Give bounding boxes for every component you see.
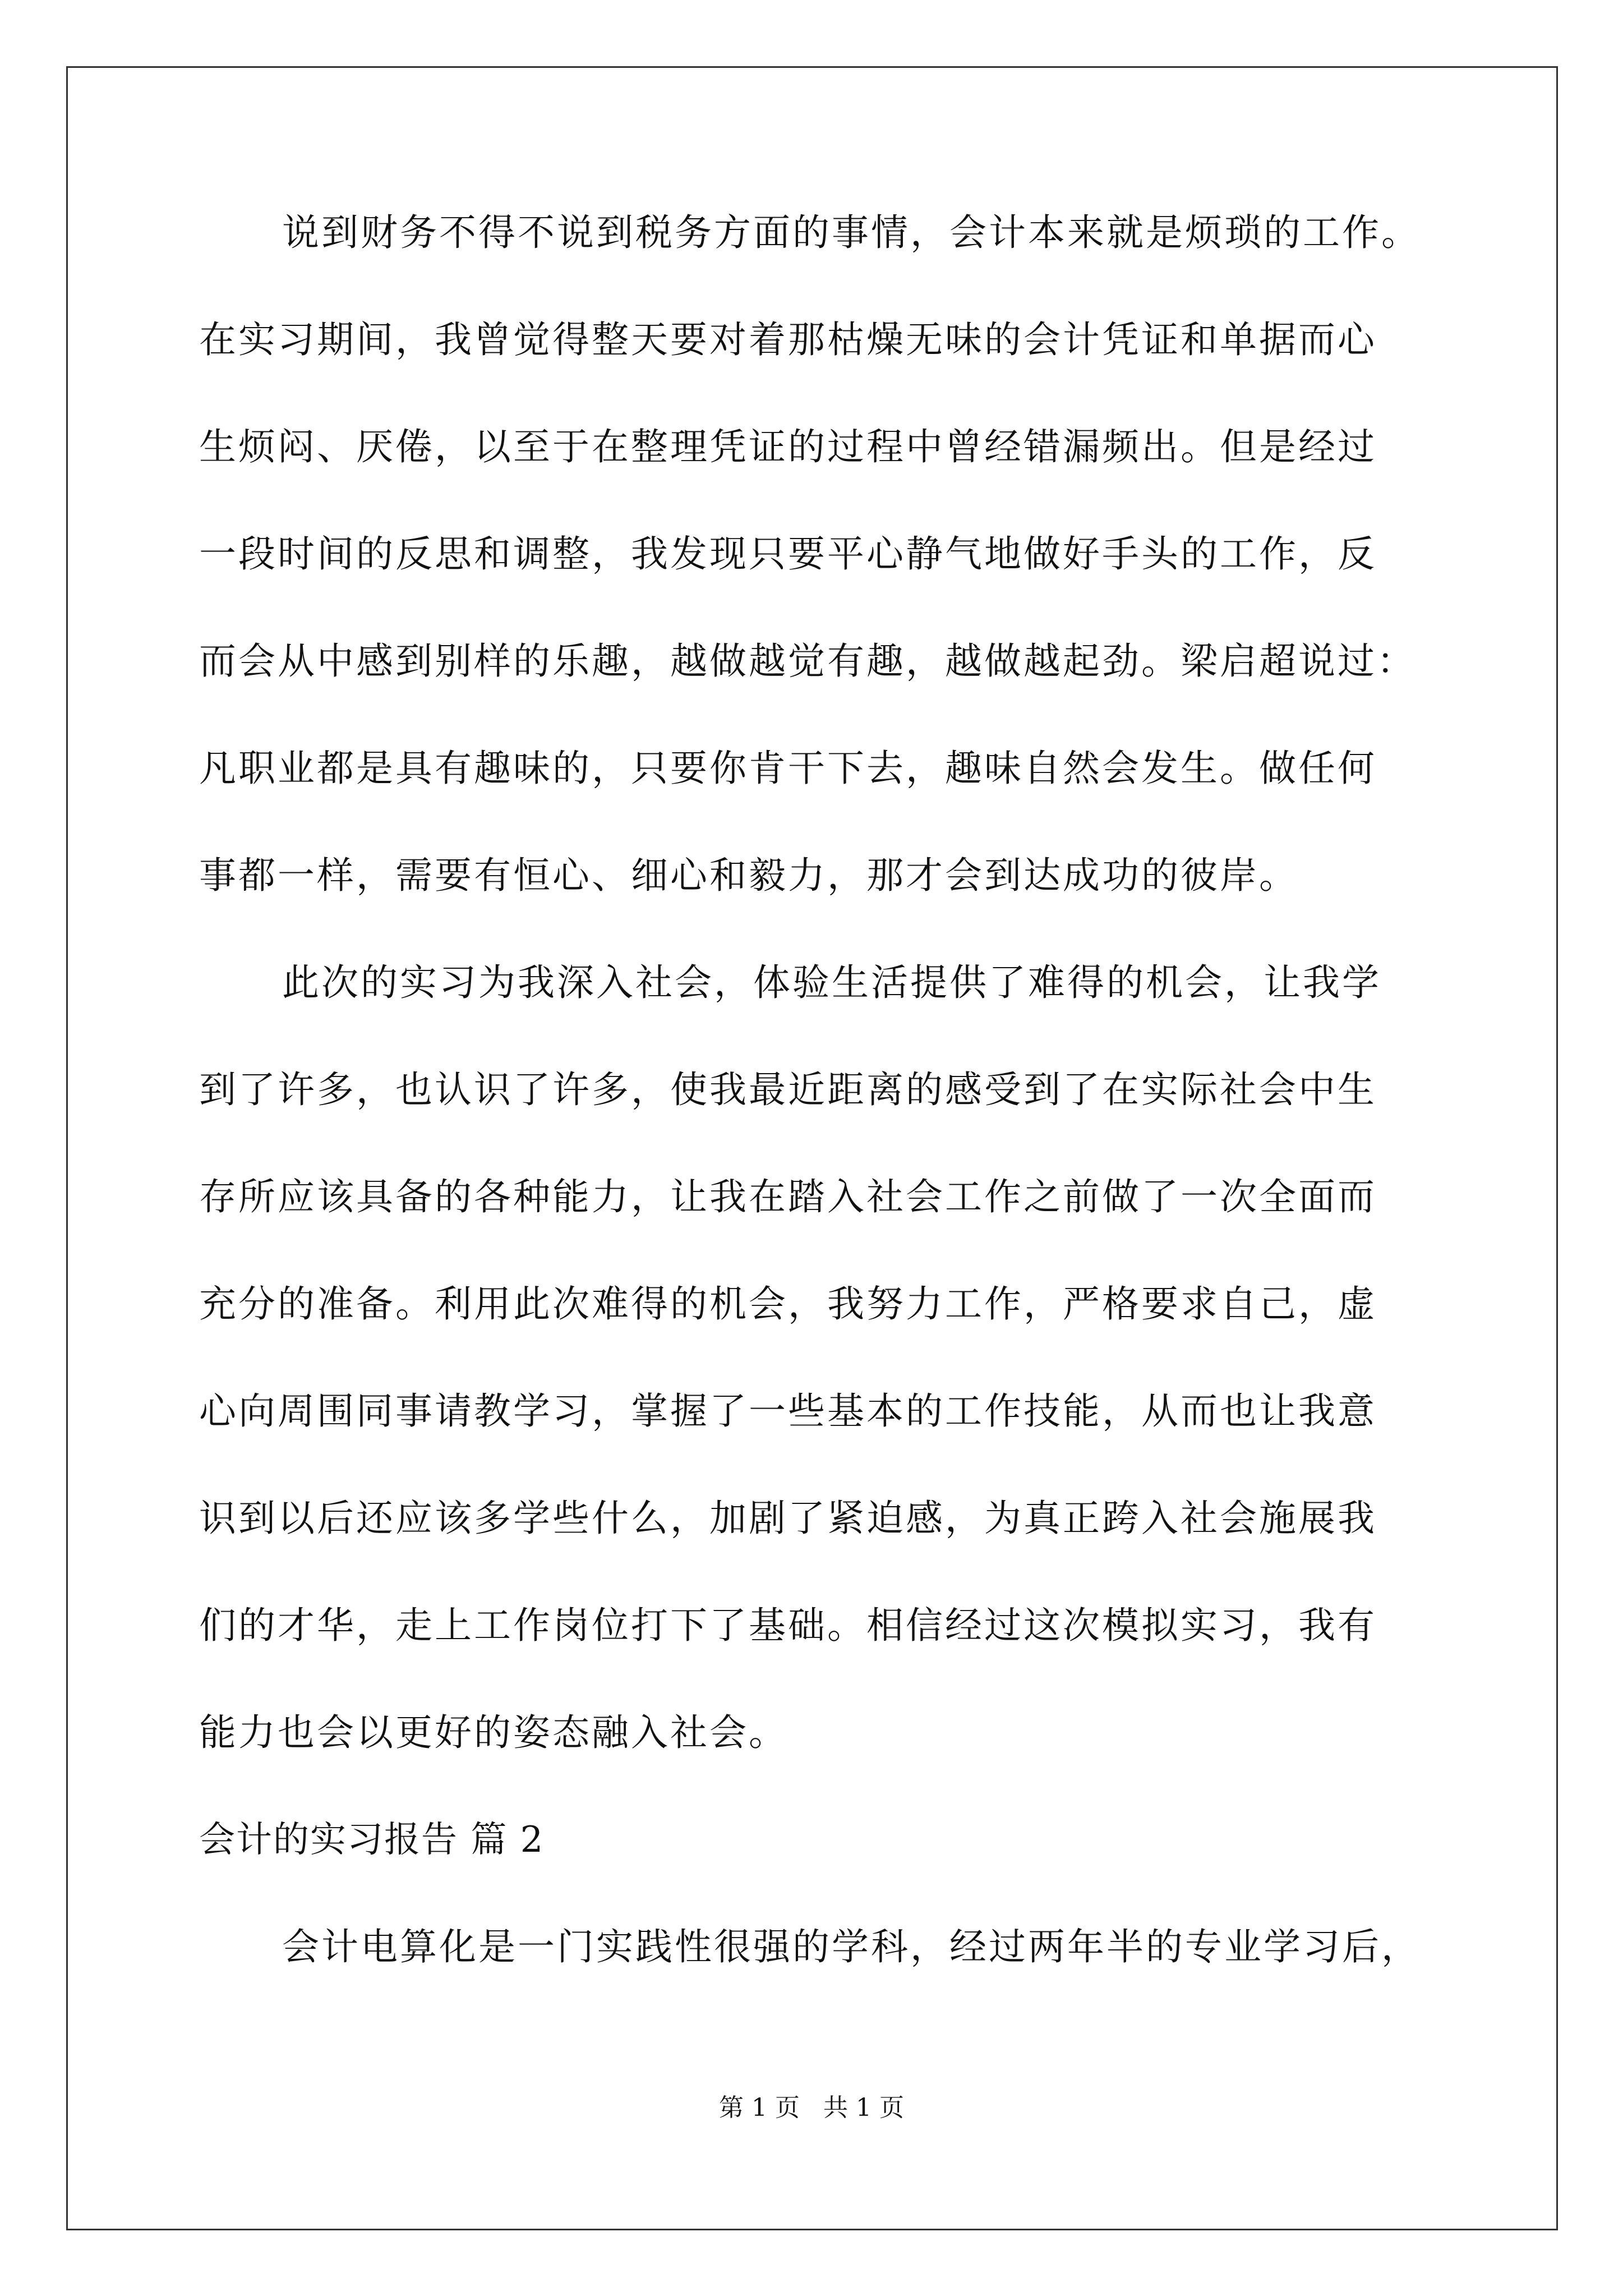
paragraph-line: 心向周围同事请教学习，掌握了一些基本的工作技能，从而也让我意 [199, 1389, 1377, 1433]
document-body [199, 205, 1472, 2026]
paragraph-line: 而会从中感到别样的乐趣，越做越觉有趣，越做越起劲。梁启超说过： [199, 639, 1416, 683]
paragraph-line: 此次的实习为我深入社会，体验生活提供了难得的机会，让我学 [282, 961, 1381, 1004]
section-heading: 会计的实习报告 篇 2 [199, 1819, 545, 1861]
paragraph-3 [199, 1919, 1472, 2026]
paragraph-line: 识到以后还应该多学些什么，加剧了紧迫感，为真正跨入社会施展我 [199, 1497, 1377, 1540]
page-footer: 第 1 页 共 1 页 [719, 2093, 904, 2122]
paragraph-line: 凡职业都是具有趣味的，只要你肯干下去，趣味自然会发生。做任何 [199, 747, 1377, 790]
paragraph-line: 说到财务不得不说到税务方面的事情，会计本来就是烦琐的工作。 [282, 211, 1421, 254]
paragraph-line: 存所应该具备的各种能力，让我在踏入社会工作之前做了一次全面而 [199, 1175, 1377, 1218]
paragraph-line: 会计电算化是一门实践性很强的学科，经过两年半的专业学习后， [282, 1925, 1421, 1968]
paragraph-1 [199, 205, 1472, 955]
paragraph-line: 到了许多，也认识了许多，使我最近距离的感受到了在实际社会中生 [199, 1068, 1377, 1111]
paragraph-line: 们的才华，走上工作岗位打下了基础。相信经过这次模拟实习，我有 [199, 1604, 1377, 1647]
paragraph-line: 事都一样，需要有恒心、细心和毅力，那才会到达成功的彼岸。 [199, 854, 1298, 897]
paragraph-2 [199, 955, 1472, 1812]
paragraph-line: 能力也会以更好的姿态融入社会。 [199, 1711, 788, 1754]
paragraph-line: 在实习期间，我曾觉得整天要对着那枯燥无味的会计凭证和单据而心 [199, 318, 1377, 361]
paragraph-line: 充分的准备。利用此次难得的机会，我努力工作，严格要求自己，虚 [199, 1282, 1377, 1326]
paragraph-line: 生烦闷、厌倦，以至于在整理凭证的过程中曾经错漏频出。但是经过 [199, 425, 1377, 468]
paragraph-line: 一段时间的反思和调整，我发现只要平心静气地做好手头的工作，反 [199, 532, 1377, 576]
